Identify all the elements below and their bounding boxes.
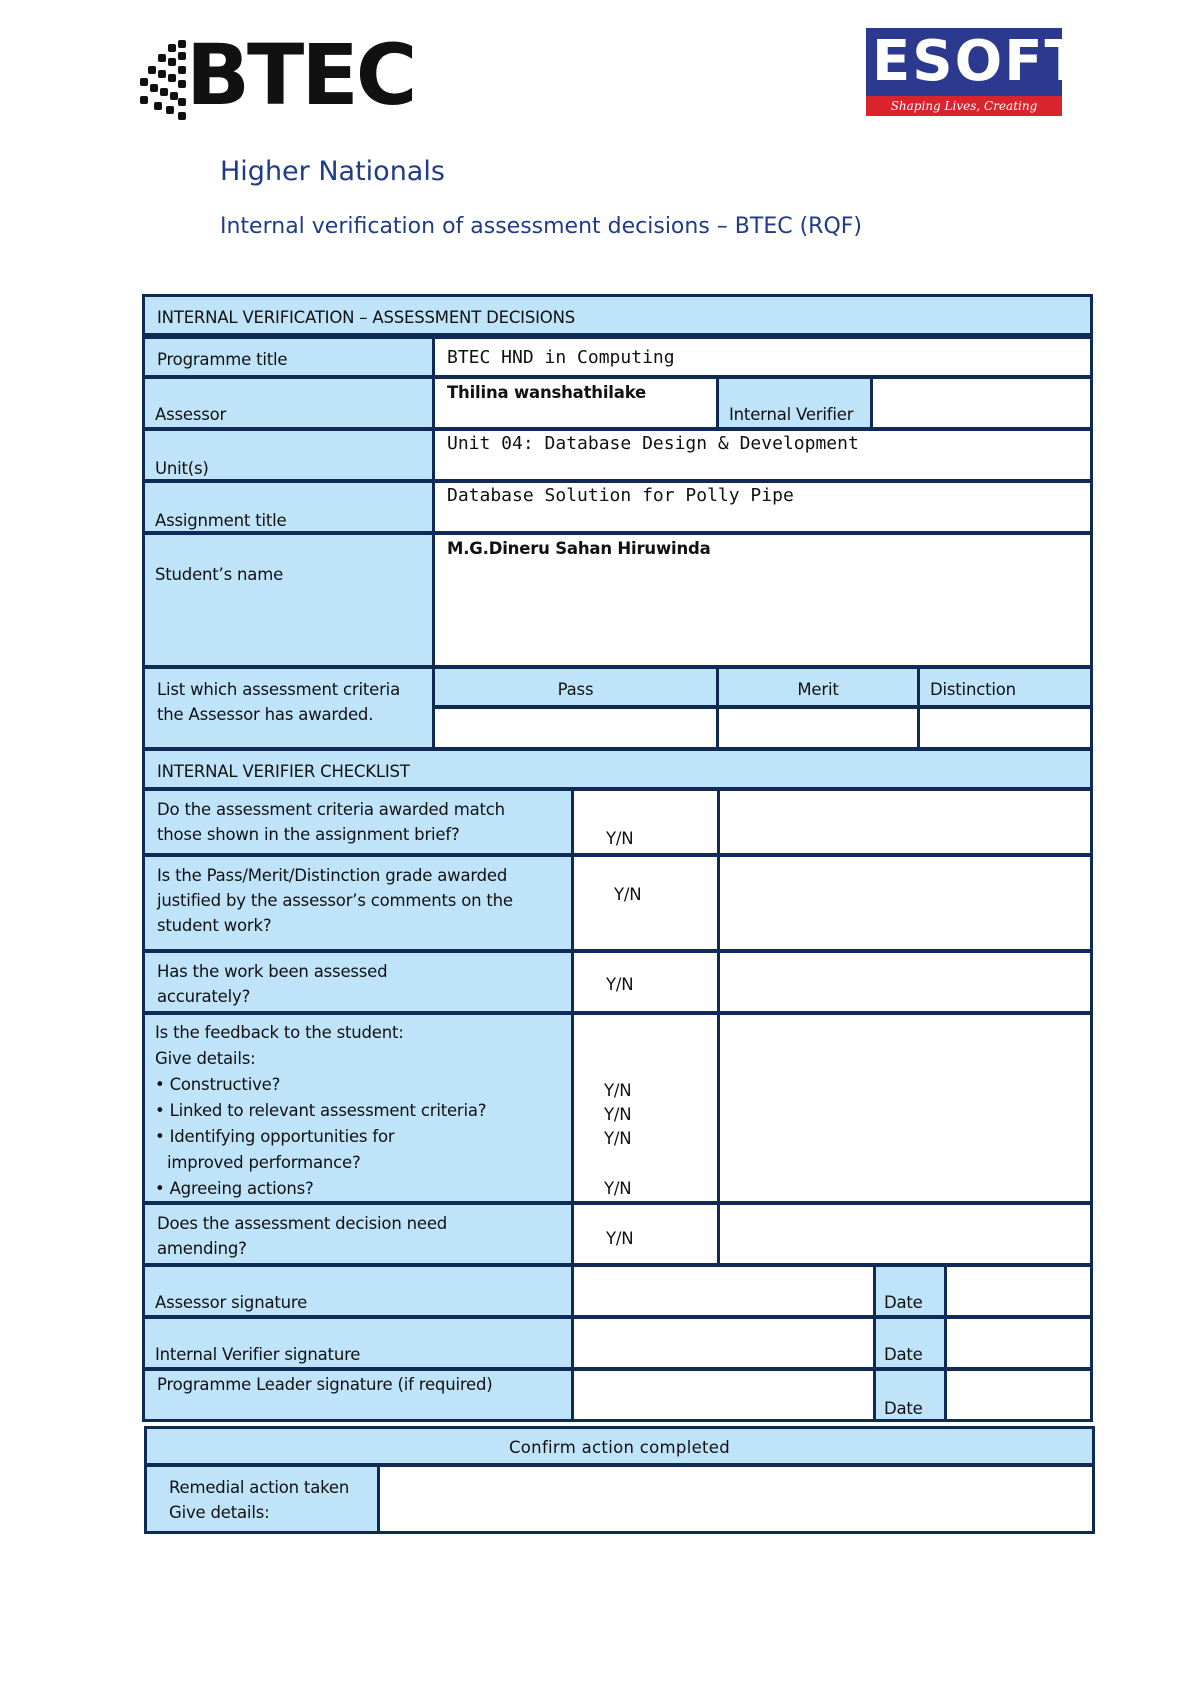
assessor-label: Assessor <box>155 405 227 424</box>
q2-yn: Y/N <box>614 885 642 904</box>
q4-line5: • Identifying opportunities for <box>155 1127 395 1146</box>
assessor-date-label-cell <box>873 1264 947 1318</box>
q2-line2: justified by the assessor’s comments on the <box>157 891 513 910</box>
q3-line1: Has the work been assessed <box>157 962 388 981</box>
esoft-logo-text: ESOFT <box>872 29 1085 94</box>
assessor-label-cell <box>142 376 435 430</box>
assessor-signature-field[interactable] <box>571 1264 876 1318</box>
remedial-details-field[interactable] <box>377 1464 1095 1534</box>
assessor-date-field[interactable] <box>944 1264 1093 1318</box>
iv-signature-field[interactable] <box>571 1316 876 1370</box>
q1-line1: Do the assessment criteria awarded match <box>157 800 505 819</box>
q4-comment-field[interactable] <box>717 1012 1093 1204</box>
q4-line4: • Linked to relevant assessment criteria? <box>155 1101 487 1120</box>
units-label: Unit(s) <box>155 459 209 478</box>
q4-line6: improved performance? <box>167 1153 361 1172</box>
merit-label: Merit <box>797 680 839 699</box>
q3-line2: accurately? <box>157 987 251 1006</box>
internal-verifier-label: Internal Verifier <box>729 405 854 424</box>
q5-yn-cell[interactable] <box>571 1202 720 1266</box>
q1-yn-cell[interactable] <box>571 788 720 856</box>
iv-date-label-cell <box>873 1316 947 1370</box>
assessor-date-label: Date <box>884 1293 923 1312</box>
internal-verifier-label-cell <box>716 376 873 430</box>
programme-title-label-cell <box>142 336 435 378</box>
merit-header <box>716 666 920 708</box>
pass-criteria-field[interactable] <box>432 706 719 750</box>
q4-line7: • Agreeing actions? <box>155 1179 314 1198</box>
assessor-value: Thilina wanshathilake <box>447 383 647 402</box>
programme-title-field[interactable] <box>432 336 1093 378</box>
confirm-header <box>144 1426 1095 1466</box>
section-title: INTERNAL VERIFICATION – ASSESSMENT DECISIONS <box>157 308 575 327</box>
checklist-q2 <box>142 854 574 952</box>
q3-yn: Y/N <box>606 975 634 994</box>
q4-yn-agreeing: Y/N <box>604 1179 632 1198</box>
assignment-title-label: Assignment title <box>155 511 287 530</box>
pl-date-label: Date <box>884 1399 923 1418</box>
q4-line3: • Constructive? <box>155 1075 281 1094</box>
merit-criteria-field[interactable] <box>716 706 920 750</box>
q1-yn: Y/N <box>606 829 634 848</box>
q4-yn-opportunities: Y/N <box>604 1129 632 1148</box>
page-subtitle: Internal verification of assessment decisions – BTEC (RQF) <box>220 214 862 239</box>
q4-line2: Give details: <box>155 1049 256 1068</box>
assignment-title-field[interactable] <box>432 480 1093 534</box>
btec-logo <box>140 26 415 124</box>
iv-signature-label-cell <box>142 1316 574 1370</box>
internal-verifier-field[interactable] <box>870 376 1093 430</box>
q2-comment-field[interactable] <box>717 854 1093 952</box>
remedial-line1: Remedial action taken <box>169 1478 350 1497</box>
q5-yn: Y/N <box>606 1229 634 1248</box>
q5-comment-field[interactable] <box>717 1202 1093 1266</box>
distinction-label: Distinction <box>930 680 1016 699</box>
page-title: Higher Nationals <box>220 156 445 187</box>
assignment-title-label-cell <box>142 480 435 534</box>
q1-line2: those shown in the assignment brief? <box>157 825 460 844</box>
q4-yn-linked: Y/N <box>604 1105 632 1124</box>
criteria-label-cell <box>142 666 435 750</box>
q1-comment-field[interactable] <box>717 788 1093 856</box>
units-label-cell <box>142 428 435 482</box>
section-header <box>142 294 1093 336</box>
checklist-title: INTERNAL VERIFIER CHECKLIST <box>157 762 410 781</box>
checklist-q4 <box>142 1012 574 1204</box>
iv-date-field[interactable] <box>944 1316 1093 1370</box>
q3-comment-field[interactable] <box>717 950 1093 1014</box>
checklist-header <box>142 748 1093 790</box>
assessor-signature-label-cell <box>142 1264 574 1318</box>
pl-signature-label: Programme Leader signature (if required) <box>157 1375 493 1394</box>
iv-date-label: Date <box>884 1345 923 1364</box>
distinction-header <box>917 666 1093 708</box>
remedial-line2: Give details: <box>169 1503 270 1522</box>
programme-title-value: BTEC HND in Computing <box>447 347 675 368</box>
student-name-value: M.G.Dineru Sahan Hiruwinda <box>447 539 711 558</box>
confirm-title: Confirm action completed <box>508 1438 731 1457</box>
distinction-criteria-field[interactable] <box>917 706 1093 750</box>
checklist-q5 <box>142 1202 574 1266</box>
q4-line1: Is the feedback to the student: <box>155 1023 404 1042</box>
student-name-label-cell <box>142 532 435 668</box>
q3-yn-cell[interactable] <box>571 950 720 1014</box>
student-name-label: Student’s name <box>155 565 284 584</box>
btec-dots-icon <box>140 40 188 118</box>
iv-signature-label: Internal Verifier signature <box>155 1345 361 1364</box>
esoft-logo <box>866 28 1085 133</box>
student-name-field[interactable] <box>432 532 1093 668</box>
checklist-q1 <box>142 788 574 856</box>
esoft-tagline: Shaping Lives, Creating Futures <box>866 96 1062 116</box>
programme-title-label: Programme title <box>157 350 288 369</box>
pass-label: Pass <box>557 680 594 699</box>
pl-signature-label-cell <box>142 1368 574 1422</box>
q2-line3: student work? <box>157 916 272 935</box>
pl-date-field[interactable] <box>944 1368 1093 1422</box>
pl-signature-field[interactable] <box>571 1368 876 1422</box>
assignment-title-value: Database Solution for Polly Pipe <box>447 485 794 506</box>
assessor-signature-label: Assessor signature <box>155 1293 308 1312</box>
btec-logo-text: BTEC <box>186 26 415 124</box>
q2-line1: Is the Pass/Merit/Distinction grade awarded <box>157 866 508 885</box>
q5-line2: amending? <box>157 1239 247 1258</box>
units-value: Unit 04: Database Design & Development <box>447 433 859 454</box>
pass-header <box>432 666 719 708</box>
q2-yn-cell[interactable] <box>571 854 720 952</box>
q5-line1: Does the assessment decision need <box>157 1214 448 1233</box>
q4-yn-constructive: Y/N <box>604 1081 632 1100</box>
checklist-q3 <box>142 950 574 1014</box>
units-field[interactable] <box>432 428 1093 482</box>
pl-date-label-cell <box>873 1368 947 1422</box>
remedial-label-cell <box>144 1464 380 1534</box>
q4-yn-cell[interactable] <box>571 1012 720 1204</box>
assessor-field[interactable] <box>432 376 719 430</box>
criteria-label: List which assessment criteria the Assessor has awarded. <box>157 680 400 724</box>
